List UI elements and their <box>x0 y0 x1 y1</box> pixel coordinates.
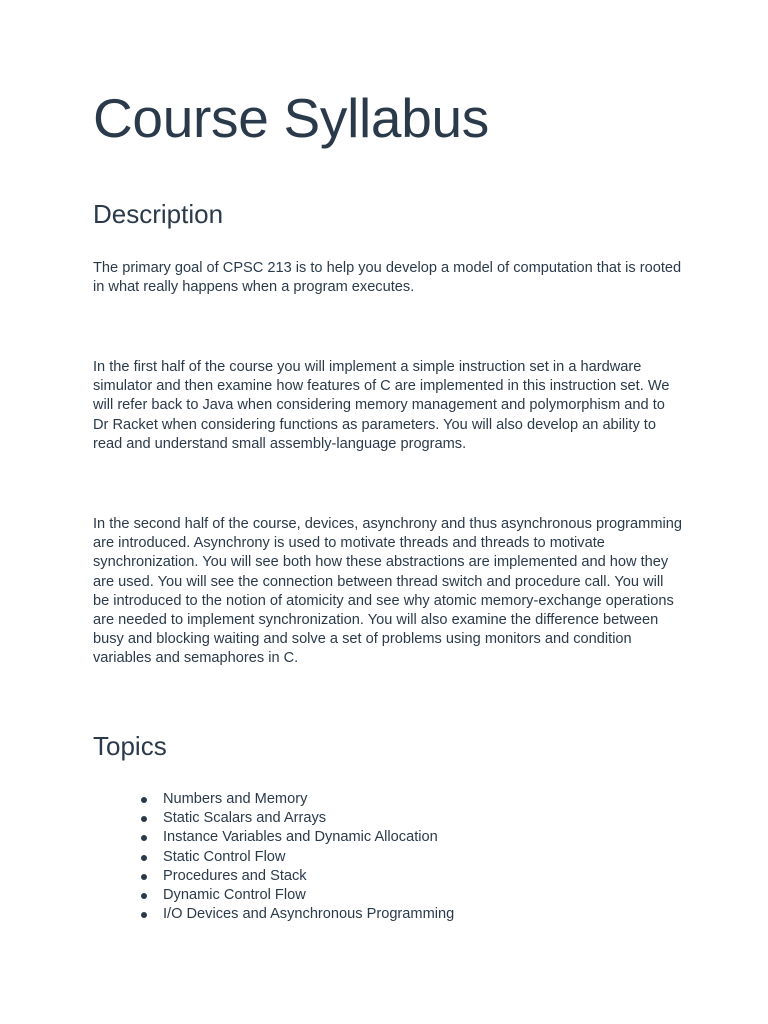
bullet-icon <box>141 912 147 918</box>
topic-label: I/O Devices and Asynchronous Programming <box>163 906 455 923</box>
topic-item <box>138 905 454 924</box>
topic-item <box>138 790 454 809</box>
topic-item <box>138 886 454 905</box>
bullet-icon <box>141 855 147 861</box>
topic-item <box>138 809 454 828</box>
description-paragraph-1: The primary goal of CPSC 213 is to help you develop a model of computation that is rooted in what really happens when a program executes. <box>93 260 682 296</box>
bullet-icon <box>141 816 147 822</box>
topic-label: Instance Variables and Dynamic Allocation <box>163 829 438 846</box>
topic-label: Static Scalars and Arrays <box>163 810 327 827</box>
topic-item <box>138 867 454 886</box>
bullet-icon <box>141 797 147 803</box>
topic-item <box>138 848 454 867</box>
topic-label: Procedures and Stack <box>163 867 307 884</box>
topic-item <box>138 828 454 847</box>
description-paragraph-2: In the first half of the course you will implement a simple instruction set in a hardware simulator and then examine how features of C are implemented in this instruction set. We will refer back to Java when considering memory management and polymorphism and to Dr Racket when considering functions as parameters. You will also develop an ability to read and understand small assembly-language programs. <box>93 359 670 452</box>
topics-list <box>138 790 454 924</box>
topics-heading: Topics <box>93 731 167 761</box>
description-heading: Description <box>93 199 224 229</box>
bullet-icon <box>141 835 147 841</box>
bullet-icon <box>141 893 147 899</box>
page-title: Course Syllabus <box>93 87 489 149</box>
description-paragraph-3: In the second half of the course, devices, asynchrony and thus asynchronous programming are introduced. Asynchrony is used to motivate threads and threads to motivate synchronization. You will see both how these abstractions are implemented and how they are used. You will see the connection between thread switch and procedure call. You will be introduced to the notion of atomicity and see why atomic memory-exchange operations are needed to implement synchronization. You will also examine the difference between busy and blocking waiting and solve a set of problems using monitors and condition variables and semaphores in C. <box>93 516 682 667</box>
topic-label: Dynamic Control Flow <box>163 887 306 904</box>
bullet-icon <box>141 874 147 880</box>
topic-label: Numbers and Memory <box>163 791 308 807</box>
topic-label: Static Control Flow <box>163 848 286 865</box>
